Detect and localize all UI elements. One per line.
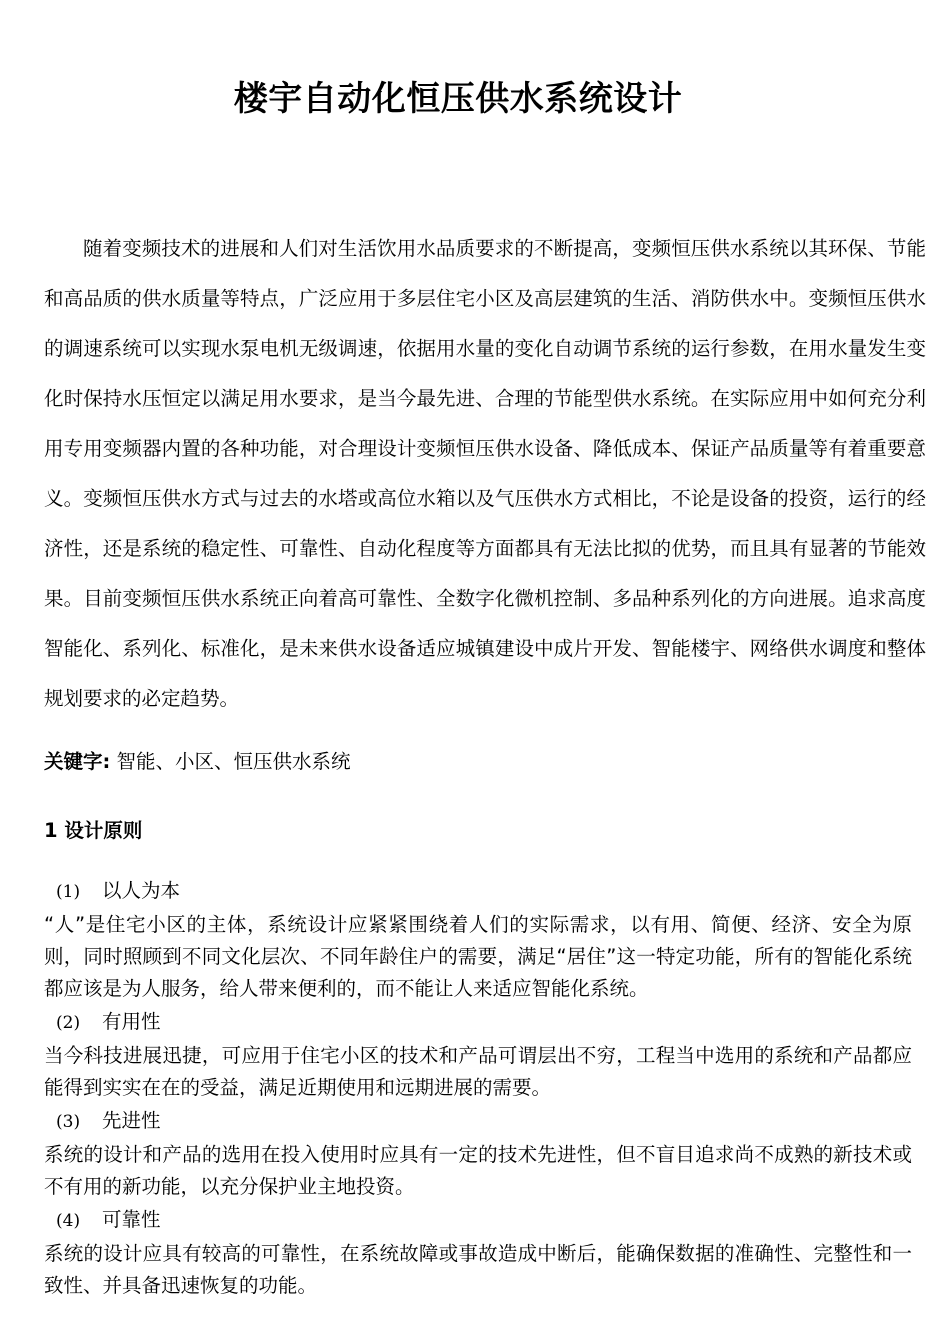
principle-body: 当今科技进展迅捷，可应用于住宅小区的技术和产品可谓层出不穷，工程当中选用的系统和产品都应能得到实实在在的受益，满足近期使用和远期进展的需要。 (44, 1044, 912, 1099)
principle-title-text: 先进性 (102, 1109, 161, 1132)
keywords-line (44, 745, 914, 779)
principle-title (44, 1005, 912, 1040)
principle-number: (2) (56, 1013, 81, 1033)
principle-title (44, 874, 912, 909)
principle-title-text: 有用性 (102, 1010, 161, 1033)
principle-number: (4) (56, 1211, 81, 1231)
principle-number: (1) (56, 882, 81, 902)
principle-body: 系统的设计和产品的选用在投入使用时应具有一定的技术先进性，但不盲目追求尚不成熟的新技术或不有用的新功能，以充分保护业主地投资。 (44, 1143, 912, 1198)
principle-title-text: 以人为本 (102, 879, 181, 902)
principle-title (44, 1203, 912, 1238)
keywords-value: 智能、小区、恒压供水系统 (110, 750, 351, 773)
principle-title-text: 可靠性 (102, 1208, 161, 1231)
principle-number: (3) (56, 1112, 81, 1132)
section-heading-design-principles: 1 设计原则 (44, 819, 143, 842)
principle-title (44, 1104, 912, 1139)
principle-body: 系统的设计应具有较高的可靠性，在系统故障或事故造成中断后，能确保数据的准确性、完整性和一致性、并具备迅速恢复的功能。 (44, 1242, 912, 1297)
document-title: 楼宇自动化恒压供水系统设计 (233, 78, 683, 119)
principle-body: “人”是住宅小区的主体，系统设计应紧紧围绕着人们的实际需求，以有用、简便、经济、安全为原则，同时照顾到不同文化层次、不同年龄住户的需要，满足“居住”这一特定功能，所有的智能化系统都应该是为人服务，给人带来便利的，而不能让人来适应智能化系统。 (44, 913, 912, 1000)
abstract-paragraph: 随着变频技术的进展和人们对生活饮用水品质要求的不断提高，变频恒压供水系统以其环保、节能和高品质的供水质量等特点，广泛应用于多层住宅小区及高层建筑的生活、消防供水中。变频恒压供水的调速系统可以实现水泵电机无级调速，依据用水量的变化自动调节系统的运行参数，在用水量发生变化时保持水压恒定以满足用水要求，是当今最先进、合理的节能型供水系统。在实际应用中如何充分利用专用变频器内置的各种功能，对合理设计变频恒压供水设备、降低成本、保证产品质量等有着重要意义。变频恒压供水方式与过去的水塔或高位水箱以及气压供水方式相比，不论是设备的投资，运行的经济性，还是系统的稳定性、可靠性、自动化程度等方面都具有无法比拟的优势，而且具有显著的节能效果。目前变频恒压供水系统正向着高可靠性、全数字化微机控制、多品种系列化的方向进展。追求高度智能化、系列化、标准化，是未来供水设备适应城镇建设中成片开发、智能楼宇、网络供水调度和整体规划要求的必定趋势。 (44, 237, 926, 710)
keywords-label: 关键字: (44, 750, 111, 773)
principles-list (44, 874, 912, 1302)
